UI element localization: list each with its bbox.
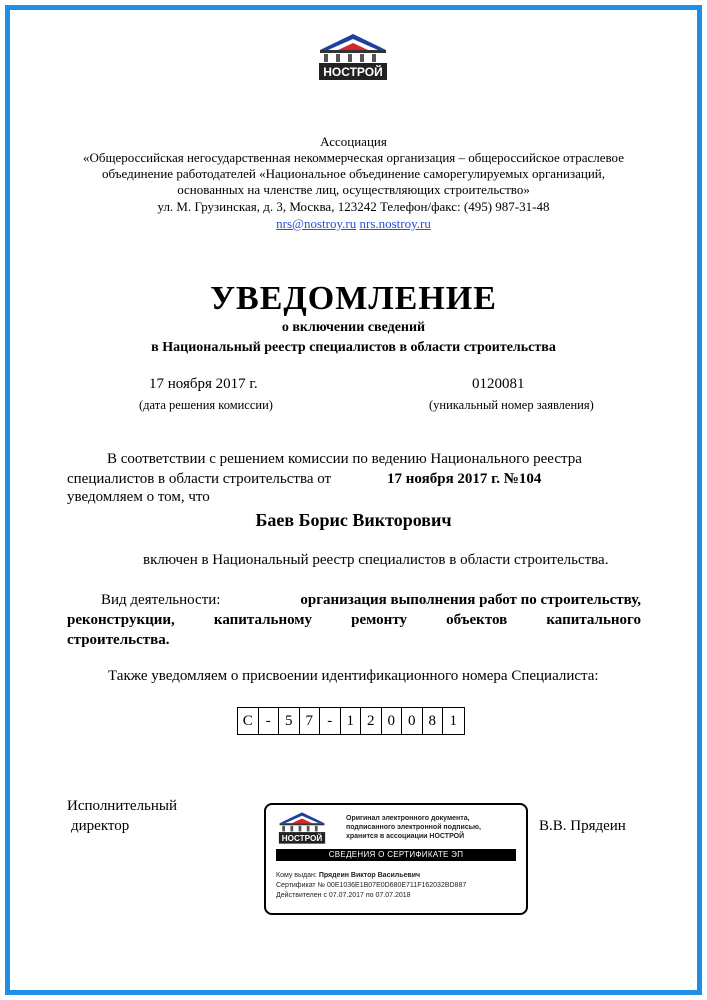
- page-title: УВЕДОМЛЕНИЕ: [210, 280, 497, 317]
- activity-word: реконструкции,: [67, 612, 175, 628]
- decision-reference: 17 ноября 2017 г. №104: [387, 471, 542, 487]
- decision-date-caption: (дата решения комиссии): [139, 398, 273, 412]
- email-link[interactable]: nrs@nostroy.ru: [276, 216, 357, 231]
- signer-name: В.В. Прядеин: [539, 818, 626, 834]
- org-line: «Общероссийская негосударственная некоммерческая организация – общероссийское отраслевое: [83, 150, 624, 165]
- id-char: 1: [341, 708, 362, 734]
- stamp-validity: Действителен с 07.07.2017 по 07.07.2018: [276, 892, 411, 899]
- activity-line: [67, 610, 641, 630]
- subtitle: в Национальный реестр специалистов в области строительства: [151, 340, 556, 355]
- logo-text: НОСТРОЙ: [323, 65, 383, 79]
- nostroy-logo-icon: [278, 811, 326, 845]
- id-char: 0: [402, 708, 423, 734]
- stamp-issued-to: Прядеин Виктор Васильевич: [318, 872, 421, 879]
- subtitle: о включении сведений: [281, 320, 426, 335]
- stamp-logo-text: НОСТРОЙ: [281, 833, 323, 843]
- activity-text: организация выполнения работ по строительству,: [300, 592, 641, 608]
- stamp-header-bar: СВЕДЕНИЯ О СЕРТИФИКАТЕ ЭП: [276, 849, 516, 861]
- stamp-line: подписанного электронной подписью,: [346, 824, 481, 831]
- site-link[interactable]: nrs.nostroy.ru: [359, 216, 431, 231]
- stamp-issued: [276, 871, 420, 880]
- activity-text: строительства.: [67, 632, 170, 648]
- body-text: В соответствии с решением комиссии по ведению Национального реестра: [107, 451, 582, 467]
- stamp-line: хранится в ассоциации НОСТРОЙ: [346, 833, 465, 840]
- activity-label: Вид деятельности:: [101, 592, 221, 608]
- specialist-name: Баев Борис Викторович: [255, 510, 452, 530]
- id-char: 5: [279, 708, 300, 734]
- signer-role: директор: [71, 818, 130, 834]
- stamp-certificate: Сертификат № 00E1036E1B07E0D680E711F162032BD887: [276, 882, 467, 889]
- e-signature-stamp: [264, 803, 528, 915]
- activity-line: [101, 590, 641, 610]
- id-char: 7: [300, 708, 321, 734]
- body-text: специалистов в области строительства от: [67, 471, 332, 487]
- org-address: ул. М. Грузинская, д. 3, Москва, 123242 Телефон/факс: (495) 987-31-48: [157, 199, 550, 214]
- application-number-caption: (уникальный номер заявления): [429, 398, 594, 412]
- org-line: основанных на членстве лиц, осуществляющих строительство»: [177, 182, 530, 197]
- id-char: 8: [423, 708, 444, 734]
- id-char: С: [238, 708, 259, 734]
- id-char: 2: [361, 708, 382, 734]
- nostroy-logo-icon: [318, 32, 388, 82]
- id-intro: Также уведомляем о присвоении идентификационного номера Специалиста:: [108, 668, 599, 684]
- application-number: 0120081: [472, 376, 525, 392]
- activity-word: капитального: [546, 612, 641, 628]
- stamp-issued-label: Кому выдан:: [276, 872, 317, 879]
- id-char: 0: [382, 708, 403, 734]
- stamp-line: Оригинал электронного документа,: [346, 815, 470, 822]
- org-line: объединение работодателей «Национальное объединение саморегулируемых организаций,: [101, 166, 606, 181]
- activity-word: капитальному: [213, 612, 313, 628]
- body-text: включен в Национальный реестр специалистов в области строительства.: [143, 552, 609, 568]
- signer-role: Исполнительный: [67, 798, 178, 814]
- specialist-id-number: [237, 707, 465, 735]
- activity-word: объектов: [446, 612, 508, 628]
- id-char: -: [320, 708, 341, 734]
- org-name: Ассоциация: [320, 134, 387, 149]
- activity-word: ремонту: [351, 612, 407, 628]
- id-char: -: [259, 708, 280, 734]
- id-char: 1: [449, 713, 457, 729]
- body-text: уведомляем о том, что: [67, 489, 210, 505]
- org-links: [40, 216, 667, 232]
- decision-date: 17 ноября 2017 г.: [149, 376, 258, 392]
